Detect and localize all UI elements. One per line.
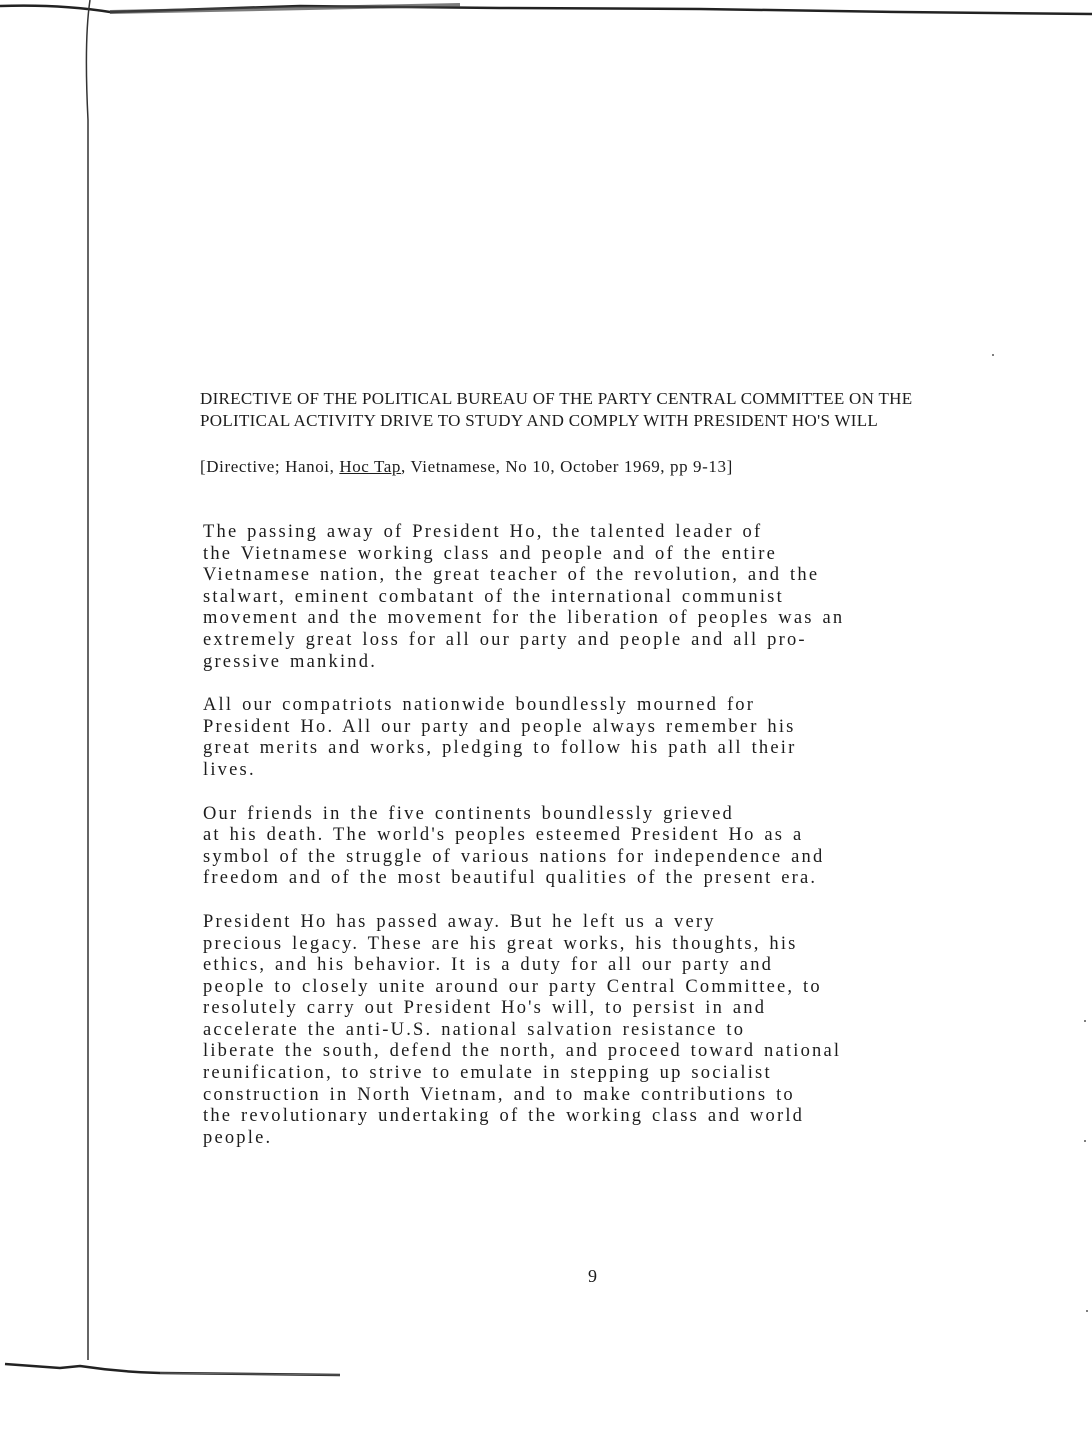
paragraph-3: Our friends in the five continents boundlessly grieved at his death. The world's peoples esteemed President Ho as a symbol of the struggle of various nations for independence and freedom and of the most beautiful qualities of the present era. — [203, 803, 825, 889]
source-prefix: [Directive; Hanoi, — [200, 457, 340, 476]
title-line-1: DIRECTIVE OF THE POLITICAL BUREAU OF THE PARTY CENTRAL COMMITTEE ON THE — [200, 389, 913, 408]
paragraph-2: All our compatriots nationwide boundlessly mourned for President Ho. All our party and people always remember his great merits and works, pledging to follow his path all their lives. — [203, 695, 797, 780]
source-suffix: , Vietnamese, No 10, October 1969, pp 9-13] — [401, 457, 733, 476]
paragraph-1: The passing away of President Ho, the talented leader of the Vietnamese working class and people and of the entire Vietnamese nation, the great teacher of the revolution, and the stalwart, eminent combatant of the international communist movement and the movement for the liberation of peoples was an extremely great loss for all our party and people and all pro- gressive mankind. — [203, 522, 845, 672]
scan-speck — [1084, 1140, 1086, 1142]
scan-speck — [1086, 1310, 1088, 1312]
scan-speck — [992, 354, 994, 356]
page-edge-top — [0, 0, 1092, 16]
scan-speck — [1084, 1020, 1086, 1022]
source-citation — [200, 457, 733, 477]
title-line-2: POLITICAL ACTIVITY DRIVE TO STUDY AND COMPLY WITH PRESIDENT HO'S WILL — [200, 411, 879, 430]
page-edge-bottom — [0, 1350, 400, 1390]
source-publication: Hoc Tap — [339, 457, 402, 476]
document-title — [200, 388, 1020, 432]
paragraph-4: President Ho has passed away. But he left us a very precious legacy. These are his great works, his thoughts, his ethics, and his behavior. It is a duty for all our party and people to closely unite around our party Central Committee, to resolutely carry out President Ho's will, to persist in and accelerate the anti-U.S. national salvation resistance to liberate the south, defend the north, and proceed toward national reunification, to strive to emulate in stepping up socialist construction in North Vietnam, and to make contributions to the revolutionary undertaking of the working class and world people. — [203, 911, 842, 1148]
page-edge-left — [82, 0, 96, 1436]
page-number: 9 — [588, 1266, 597, 1286]
document-body — [203, 522, 1063, 1171]
